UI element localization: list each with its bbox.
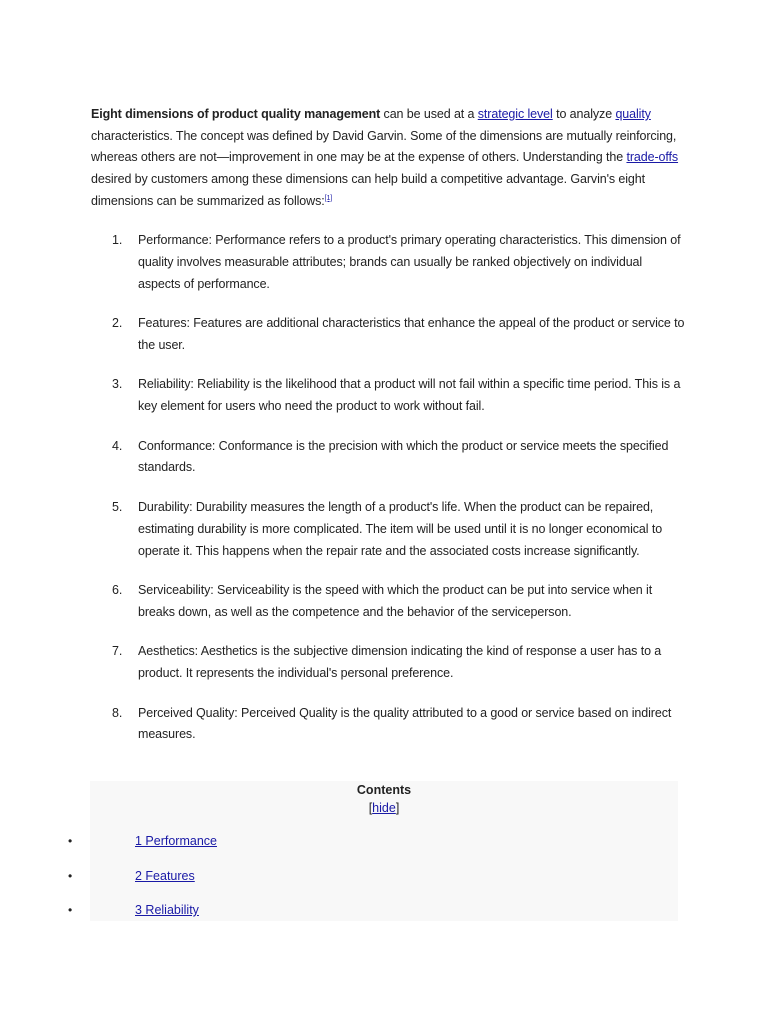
dimension-number: 4. — [112, 438, 123, 453]
trade-offs-link[interactable]: trade-offs — [626, 150, 679, 165]
dimension-item-features — [112, 313, 687, 357]
dimension-number: 8. — [112, 705, 123, 720]
dimension-text: Features: Features are additional characteristics that enhance the appeal of the product or service to the user. — [138, 316, 685, 352]
toc-item-features — [0, 869, 300, 887]
intro-paragraph — [91, 104, 691, 213]
reference-link[interactable]: [1] — [324, 194, 333, 202]
intro-text-1: can be used at a — [380, 107, 478, 121]
bullet-icon: • — [68, 834, 73, 848]
dimension-number: 1. — [112, 233, 123, 247]
dimension-text: Reliability: Reliability is the likelihood that a product will not fail within a specific time period. This is a key element for users who need the product to work without fail. — [138, 377, 681, 414]
dimension-number: 7. — [112, 644, 123, 659]
dimension-text: Performance: Performance refers to a product's primary operating characteristics. This dimension of quality involves measurable attributes; brands can usually be ranked objectively on individual aspects of performance. — [138, 233, 681, 291]
toc-item-performance — [0, 834, 300, 852]
dimension-text: Aesthetics: Aesthetics is the subjective dimension indicating the kind of response a user has to a product. It represents the individual's personal preference. — [138, 644, 662, 681]
contents-hide-control — [90, 801, 678, 815]
toc-link-features[interactable]: 2 Features — [135, 869, 195, 883]
dimension-item-durability — [112, 497, 687, 562]
toc-item-reliability — [0, 903, 300, 921]
intro-text-2: to analyze — [552, 107, 616, 121]
toc-link-reliability[interactable]: 3 Reliability — [135, 903, 199, 917]
quality-link[interactable]: quality — [615, 107, 651, 121]
toc-link-performance[interactable]: 1 Performance — [135, 834, 217, 848]
bullet-icon: • — [68, 903, 73, 917]
hide-bracket-close: ] — [395, 801, 400, 815]
dimension-number: 6. — [112, 583, 123, 597]
dimension-text: Serviceability: Serviceability is the speed with which the product can be put into service when it breaks down, as well as the competence and the behavior of the serviceperson. — [138, 583, 653, 619]
intro-bold-title: Eight dimensions of product quality management — [91, 107, 381, 121]
intro-text-3: characteristics. The concept was defined by David Garvin. Some of the dimensions are mutually reinforcing, whereas others are not—improvement in one may be at the expense of others. Understanding the — [91, 128, 677, 165]
dimension-text: Durability: Durability measures the length of a product's life. When the product can be repaired, estimating durability is more complicated. The item will be used until it is no longer economical to operate it. This happens when the repair rate and the associated costs increase significantly. — [138, 499, 663, 558]
contents-title: Contents — [356, 783, 412, 797]
dimension-number: 5. — [112, 499, 123, 514]
strategic-level-link[interactable]: strategic level — [477, 107, 553, 121]
hide-contents-link[interactable]: hide — [372, 801, 396, 815]
dimension-number: 3. — [112, 377, 123, 392]
dimension-item-conformance — [112, 436, 687, 480]
dimension-text: Conformance: Conformance is the precision with which the product or service meets the specified standards. — [138, 438, 669, 475]
hide-bracket-open: [ — [368, 801, 373, 815]
dimensions-list — [112, 230, 687, 746]
dimension-text: Perceived Quality: Perceived Quality is the quality attributed to a good or service based on indirect measures. — [138, 705, 672, 742]
dimension-item-reliability — [112, 374, 687, 418]
dimension-number: 2. — [112, 316, 123, 331]
dimension-item-serviceability — [112, 580, 687, 624]
intro-text-4: desired by customers among these dimensions can help build a competitive advantage. Garvin's eight dimensions can be summarized as follows: — [91, 172, 646, 208]
bullet-icon: • — [68, 869, 73, 883]
dimension-item-performance — [112, 230, 687, 295]
dimension-item-perceived-quality — [112, 703, 687, 747]
dimension-item-aesthetics — [112, 641, 687, 685]
